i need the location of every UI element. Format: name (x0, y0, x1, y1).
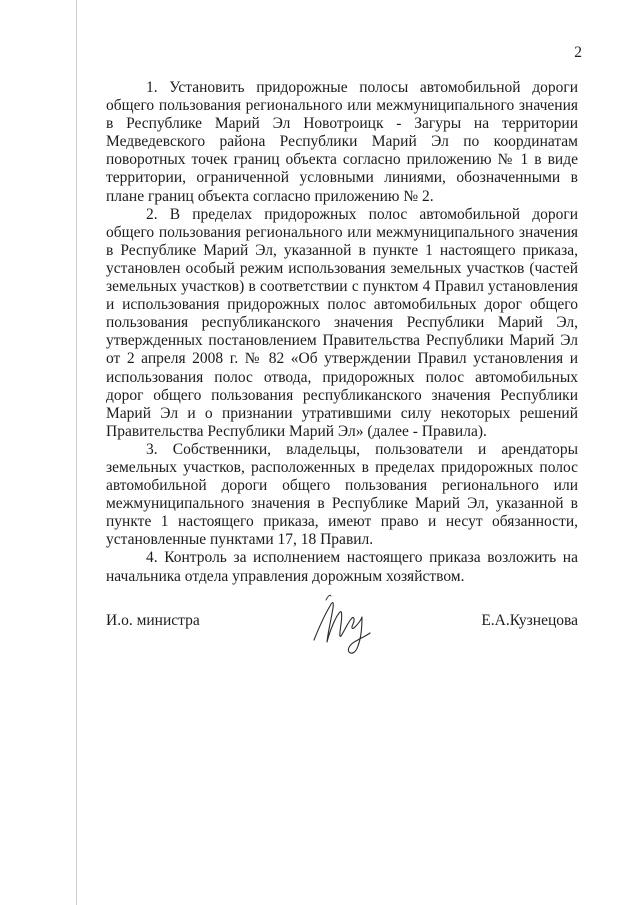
paragraph-1: 1. Установить придорожные полосы автомобильной дороги общего пользования регионального или межмуниципального значения в Республике Марий Эл Новотроицк - Загуры на территории Медведевского района Республики Марий Эл по координатам поворотных точек границ объекта согласно приложению № 1 в виде территории, ограниченной условными линиями, обозначенными в плане границ объекта согласно приложению № 2. (106, 79, 578, 205)
signer-name: Е.А.Кузнецова (481, 612, 578, 629)
paragraph-4: 4. Контроль за исполнением настоящего приказа возложить на начальника отдела управления дорожным хозяйством. (106, 549, 578, 585)
signer-title: И.о. министра (106, 612, 200, 629)
handwritten-signature (306, 586, 376, 658)
paragraph-3: 3. Собственники, владельцы, пользователи и арендаторы земельных участков, расположенных в пределах придорожных полос автомобильной дороги общего пользования регионального или межмуниципального значения в Республике Марий Эл, указанной в пункте 1 настоящего приказа, имеют право и несут обязанности, установленные пунктами 17, 18 Правил. (106, 440, 578, 549)
order-body (106, 79, 578, 586)
paragraph-2: 2. В пределах придорожных полос автомобильной дороги общего пользования регионального или межмуниципального значения в Республике Марий Эл, указанной в пункте 1 настоящего приказа, установлен особый режим использования земельных участков (частей земельных участков) в соответствии с пунктом 4 Правил установления и использования придорожных полос автомобильных дорог общего пользования республиканского значения Республики Марий Эл, утвержденных постановлением Правительства Республики Марий Эл от 2 апреля 2008 г. № 82 «Об утверждении Правил установления и использования полос отвода, придорожных полос автомобильных дорог общего пользования республиканского значения Республики Марий Эл и о признании утратившими силу некоторых решений Правительства Республики Марий Эл» (далее - Правила). (106, 205, 578, 440)
page-number: 2 (574, 44, 582, 61)
page-margin-line (76, 0, 77, 905)
